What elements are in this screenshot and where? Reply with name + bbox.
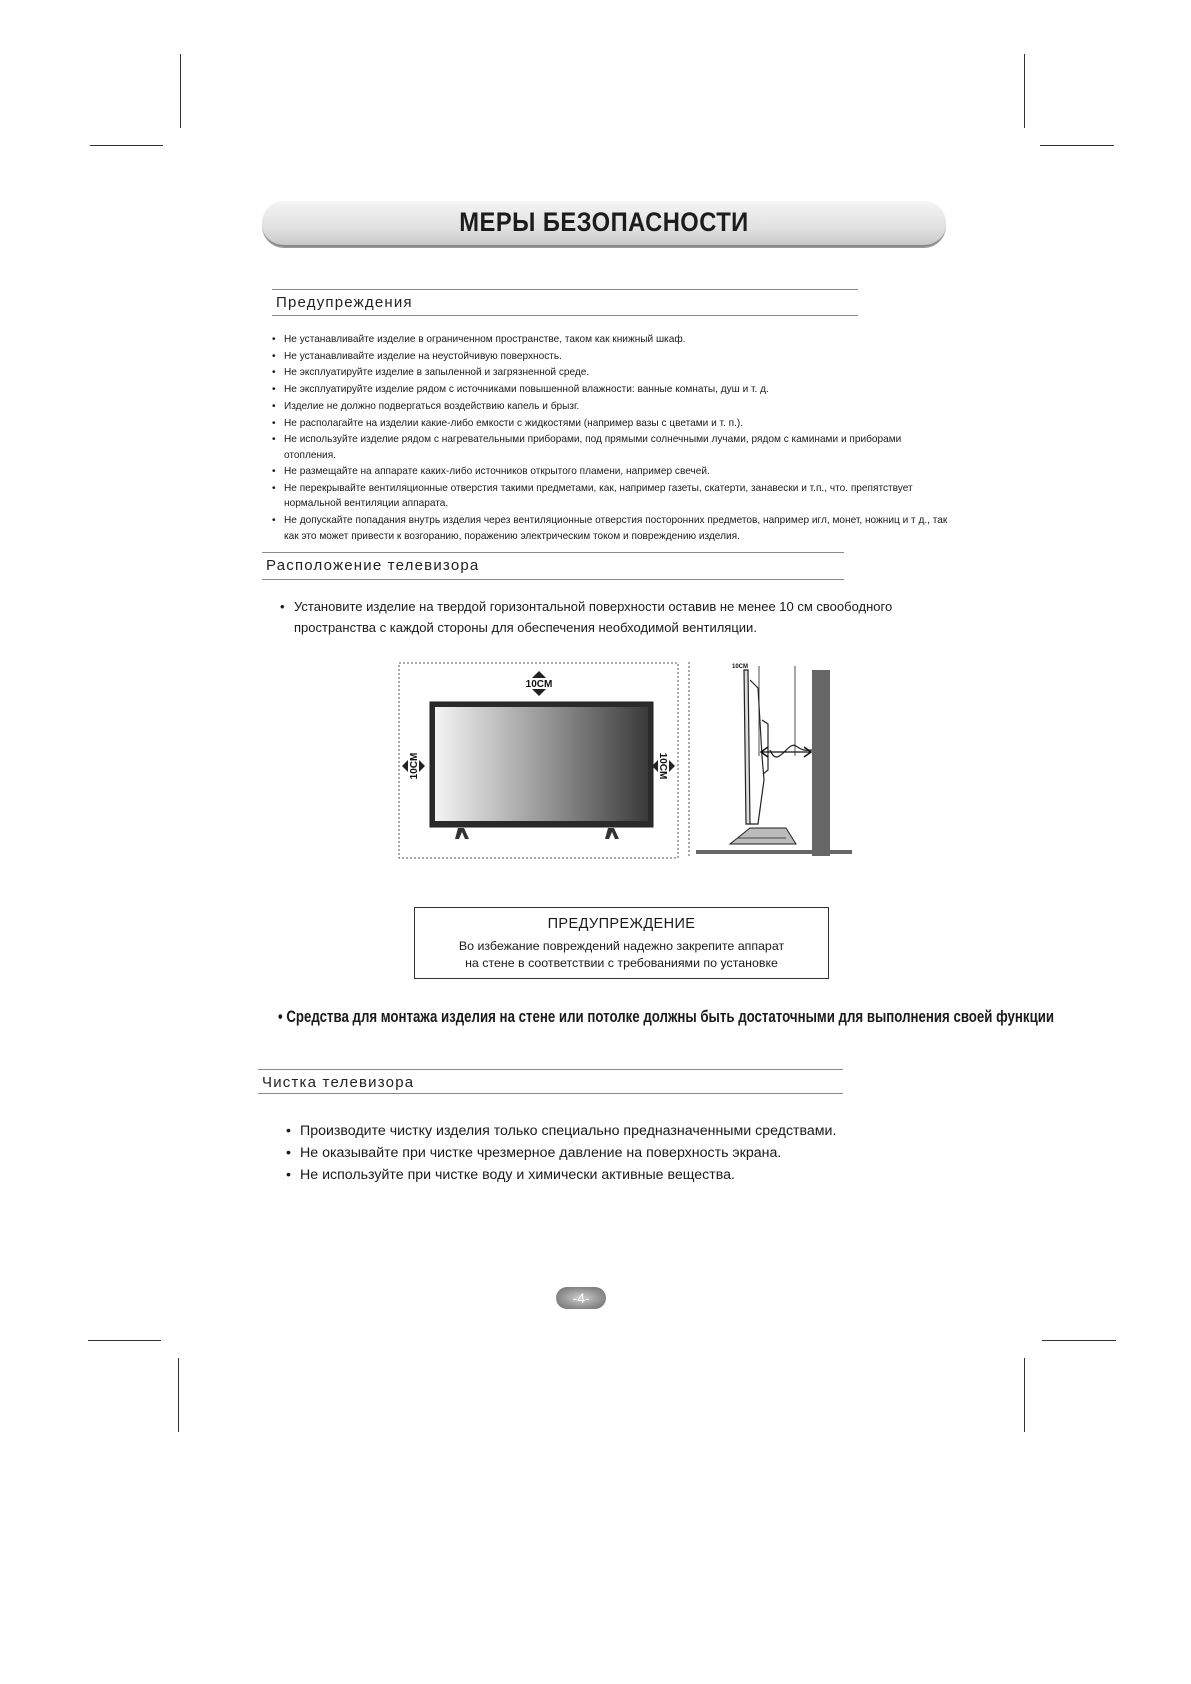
placement-list: [280, 596, 940, 638]
section-divider: [262, 552, 844, 553]
page-number: -4-: [556, 1287, 606, 1309]
section-heading-warnings: Предупреждения: [276, 294, 413, 311]
floor: [696, 850, 852, 854]
warning-box-line: на стене в соответствии с требованиями по установке: [465, 956, 778, 970]
list-item: • Установите изделие на твердой горизонтальной поверхности оставив не менее 10 см своободного пространства с каждой стороны для обеспечения необходимой вентиляции.: [280, 596, 940, 638]
crop-mark: [1024, 54, 1025, 128]
list-item: • Изделие не должно подвергаться воздействию капель и брызг.: [272, 399, 952, 414]
section-divider: [272, 289, 858, 290]
list-item: • Не размещайте на аппарате каких-либо источников открытого пламени, например свечей.: [272, 464, 952, 479]
tv-stand-right: [605, 828, 619, 839]
crop-mark: [180, 54, 181, 128]
label-right: 10CM: [657, 752, 668, 780]
list-item: • Не эксплуатируйте изделие в запыленной и загрязненной среде.: [272, 365, 952, 380]
section-divider: [258, 1093, 843, 1094]
list-item: • Не перекрывайте вентиляционные отверстия такими предметами, как, например газеты, скатерти, занавески и т.п., что. препятствует нормальной вентиляции аппарата.: [272, 481, 952, 512]
list-item: • Не допускайте попадания внутрь изделия через вентиляционные отверстия посторонних предметов, например игл, монет, ножниц и т д., так как это может привести к возгоранию, поражению электрическим током и повреждению изделия.: [272, 513, 952, 544]
tv-stand-base: [730, 828, 796, 844]
warnings-list: [272, 332, 952, 545]
tv-screen: [435, 707, 648, 821]
crop-mark: [1040, 145, 1114, 146]
list-item: • Не устанавливайте изделие в ограниченном пространстве, таком как книжный шкаф.: [272, 332, 952, 347]
list-item: • Не устанавливайте изделие на неустойчивую поверхность.: [272, 349, 952, 364]
title-bar: [262, 201, 946, 247]
section-heading-cleaning: Чистка телевизора: [262, 1074, 415, 1091]
warning-box-line: Во избежание повреждений надежно закрепите аппарат: [458, 939, 785, 953]
crop-mark: [1024, 1358, 1025, 1432]
list-item: • Не эксплуатируйте изделие рядом с источниками повышенной влажности: ванные комнаты, душ и т. д.: [272, 382, 952, 397]
warning-box-title: ПРЕДУПРЕЖДЕНИЕ: [547, 916, 696, 932]
section-divider: [272, 315, 858, 316]
crop-mark: [88, 1340, 161, 1341]
crop-mark: [90, 145, 163, 146]
tv-side-clearance-diagram: [688, 660, 852, 858]
warning-box-text: [415, 938, 828, 972]
page-title: МЕРЫ БЕЗОПАСНОСТИ: [459, 207, 749, 237]
section-divider: [262, 579, 844, 580]
tv-stand-left: [455, 828, 469, 839]
warning-box: [414, 907, 829, 979]
label-top: 10CM: [525, 679, 553, 690]
list-item: • Не оказывайте при чистке чрезмерное давление на поверхность экрана.: [286, 1142, 926, 1164]
mount-note: [278, 1007, 1054, 1027]
section-divider: [258, 1069, 843, 1070]
section-heading-placement: Расположение телевизора: [266, 557, 480, 574]
cleaning-list: [286, 1120, 926, 1186]
crop-mark: [1042, 1340, 1116, 1341]
list-item: • Не используйте при чистке воду и химически активные вещества.: [286, 1164, 926, 1186]
label-left: 10CM: [409, 752, 420, 780]
bullet: •: [278, 1007, 287, 1026]
list-item: • Производите чистку изделия только специально предназначенными средствами.: [286, 1120, 926, 1142]
mount-note-text: Средства для монтажа изделия на стене или потолке должны быть достаточными для выполнения своей функции: [286, 1007, 1055, 1026]
tv-front-clearance-diagram: [398, 662, 680, 860]
label-side: 10CM: [732, 664, 749, 670]
list-item: • Не используйте изделие рядом с нагревательными приборами, под прямыми солнечными лучами, рядом с каминами и приборами отопления.: [272, 432, 952, 463]
wall: [812, 670, 830, 856]
tv-side-profile: [744, 670, 812, 824]
crop-mark: [178, 1358, 179, 1432]
list-item: • Не располагайте на изделии какие-либо емкости с жидкостями (например вазы с цветами и т. п.).: [272, 416, 952, 431]
